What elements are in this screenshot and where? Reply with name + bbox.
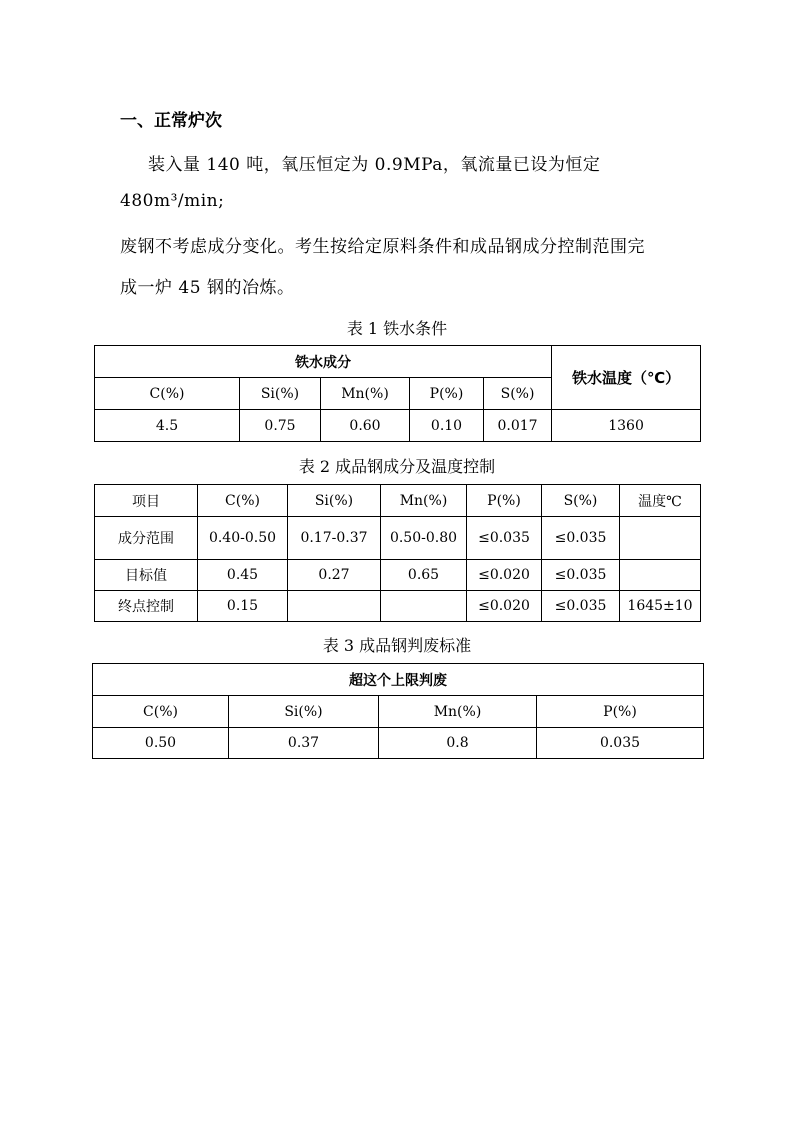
table2-cell: 0.27	[288, 560, 381, 591]
table1-caption: 表 1 铁水条件	[346, 319, 448, 338]
table2-header: C(%)	[198, 485, 288, 517]
table2-cell: 成分范围	[95, 517, 198, 560]
section-heading: 一、正常炉次	[120, 111, 222, 131]
paragraph-1-line-1: 装入量 140 吨，氧压恒定为 0.9MPa，氧流量已设为恒定	[148, 155, 601, 175]
table1-cell: 0.017	[484, 410, 552, 442]
table2-header: Si(%)	[288, 485, 381, 517]
table1-col-header: S(%)	[484, 378, 552, 410]
paragraph-2-line-1: 废钢不考虑成分变化。考生按给定原料条件和成品钢成分控制范围完	[120, 237, 645, 257]
table3-cell: 0.8	[379, 728, 537, 759]
table2-header: 项目	[95, 485, 198, 517]
table-row	[95, 560, 701, 591]
table1-molten-iron	[94, 345, 701, 442]
table3-cell: 0.50	[93, 728, 229, 759]
table2-cell: 0.65	[381, 560, 467, 591]
table2-cell: ≤0.035	[542, 591, 620, 622]
table2-finished-steel	[94, 484, 701, 622]
table2-cell: ≤0.035	[542, 517, 620, 560]
table2-cell: 0.50-0.80	[381, 517, 467, 560]
table1-temp-header: 铁水温度（℃）	[552, 346, 701, 410]
table2-cell: 0.40-0.50	[198, 517, 288, 560]
table2-header: P(%)	[467, 485, 542, 517]
table3-col-header: C(%)	[93, 696, 229, 728]
table1-cell: 4.5	[95, 410, 240, 442]
table1-group-header: 铁水成分	[95, 346, 552, 378]
table3-cell: 0.035	[537, 728, 704, 759]
table2-header: 温度℃	[620, 485, 701, 517]
table1-col-header: Si(%)	[240, 378, 321, 410]
table2-cell: 终点控制	[95, 591, 198, 622]
table1-cell: 0.60	[321, 410, 410, 442]
table1-cell: 0.75	[240, 410, 321, 442]
table2-cell: 1645±10	[620, 591, 701, 622]
paragraph-1-line-2: 480m³/min;	[120, 191, 225, 211]
table-row	[95, 517, 701, 560]
table2-cell	[288, 591, 381, 622]
table3-reject-standard	[92, 663, 704, 759]
table3-col-header: P(%)	[537, 696, 704, 728]
table2-cell: ≤0.035	[542, 560, 620, 591]
table2-header: Mn(%)	[381, 485, 467, 517]
table2-cell: 0.45	[198, 560, 288, 591]
table2-cell: ≤0.020	[467, 591, 542, 622]
paragraph-2-line-2: 成一炉 45 钢的冶炼。	[120, 278, 295, 298]
table2-header: S(%)	[542, 485, 620, 517]
table3-caption: 表 3 成品钢判废标准	[322, 636, 472, 655]
table2-cell	[620, 560, 701, 591]
table1-col-header: P(%)	[410, 378, 484, 410]
table2-cell	[381, 591, 467, 622]
table2-cell: 目标值	[95, 560, 198, 591]
table3-col-header: Si(%)	[229, 696, 379, 728]
table2-cell: 0.15	[198, 591, 288, 622]
table2-cell: 0.17-0.37	[288, 517, 381, 560]
table-row	[95, 591, 701, 622]
table2-cell: ≤0.035	[467, 517, 542, 560]
table2-caption: 表 2 成品钢成分及温度控制	[298, 457, 496, 476]
table3-col-header: Mn(%)	[379, 696, 537, 728]
table1-col-header: C(%)	[95, 378, 240, 410]
table1-cell: 0.10	[410, 410, 484, 442]
table3-group-header: 超这个上限判废	[93, 664, 704, 696]
table1-col-header: Mn(%)	[321, 378, 410, 410]
table2-cell	[620, 517, 701, 560]
table2-cell: ≤0.020	[467, 560, 542, 591]
table3-cell: 0.37	[229, 728, 379, 759]
table1-temp-value: 1360	[552, 410, 701, 442]
